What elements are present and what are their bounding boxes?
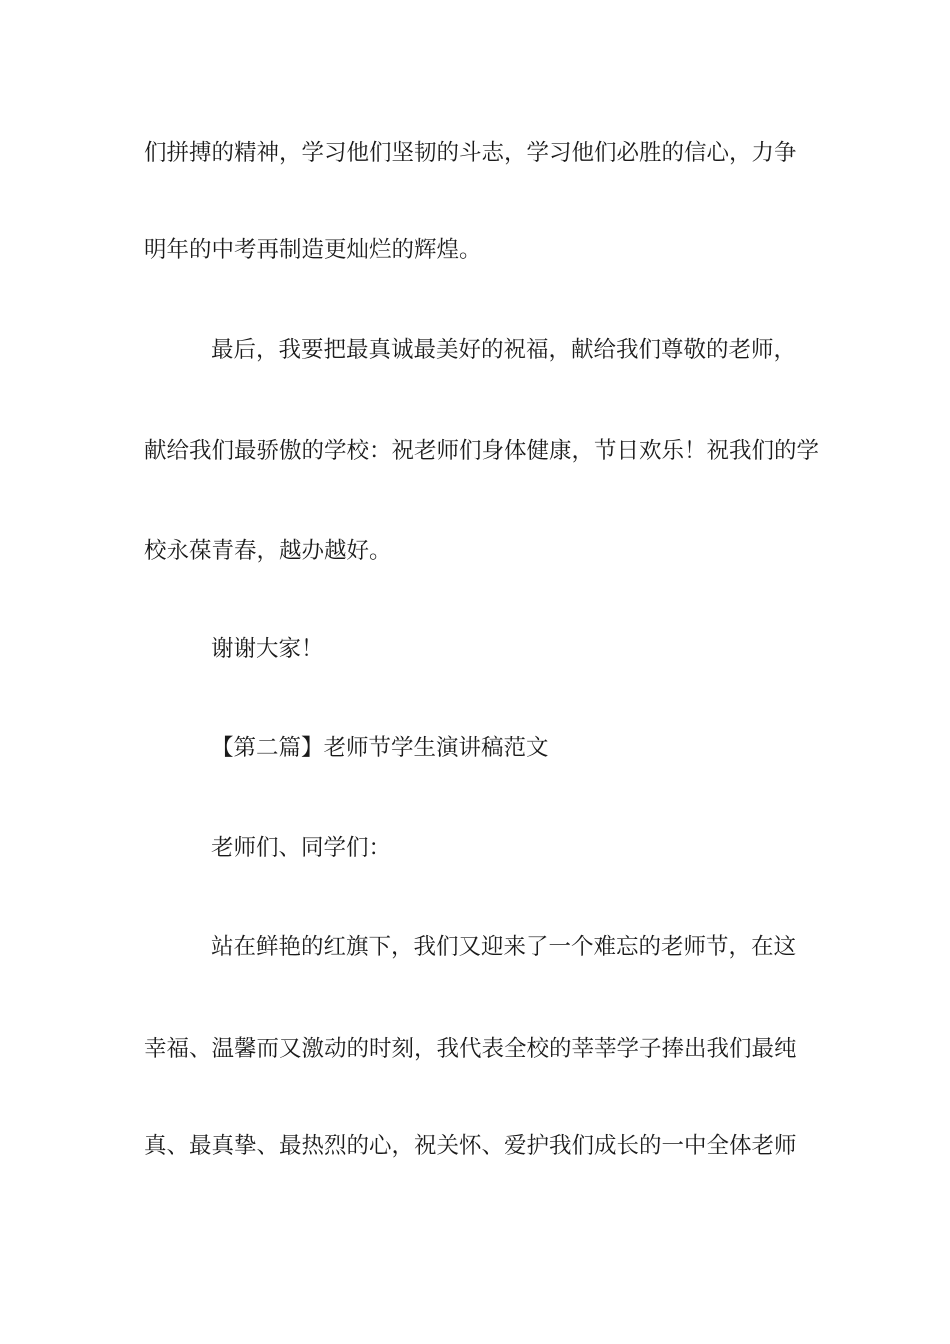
salutation-line: 老师们、同学们： [211, 835, 392, 861]
paragraph-line: 幸福、温馨而又激动的时刻，我代表全校的莘莘学子捧出我们最纯 [144, 1036, 797, 1062]
paragraph-line: 们拼搏的精神，学习他们坚韧的斗志，学习他们必胜的信心，力争 [144, 140, 797, 166]
paragraph-line: 献给我们最骄傲的学校：祝老师们身体健康，节日欢乐！祝我们的学 [144, 438, 820, 464]
closing-line: 谢谢大家！ [211, 636, 324, 662]
section-heading: 【第二篇】老师节学生演讲稿范文 [211, 735, 549, 761]
paragraph-line: 真、最真挚、最热烈的心，祝关怀、爱护我们成长的一中全体老师 [144, 1133, 797, 1159]
paragraph-line: 明年的中考再制造更灿烂的辉煌。 [144, 237, 482, 263]
paragraph-line: 校永葆青春，越办越好。 [144, 538, 392, 564]
paragraph-line: 站在鲜艳的红旗下，我们又迎来了一个难忘的老师节，在这 [211, 934, 797, 960]
paragraph-line: 最后，我要把最真诚最美好的祝福，献给我们尊敬的老师， [211, 337, 797, 363]
